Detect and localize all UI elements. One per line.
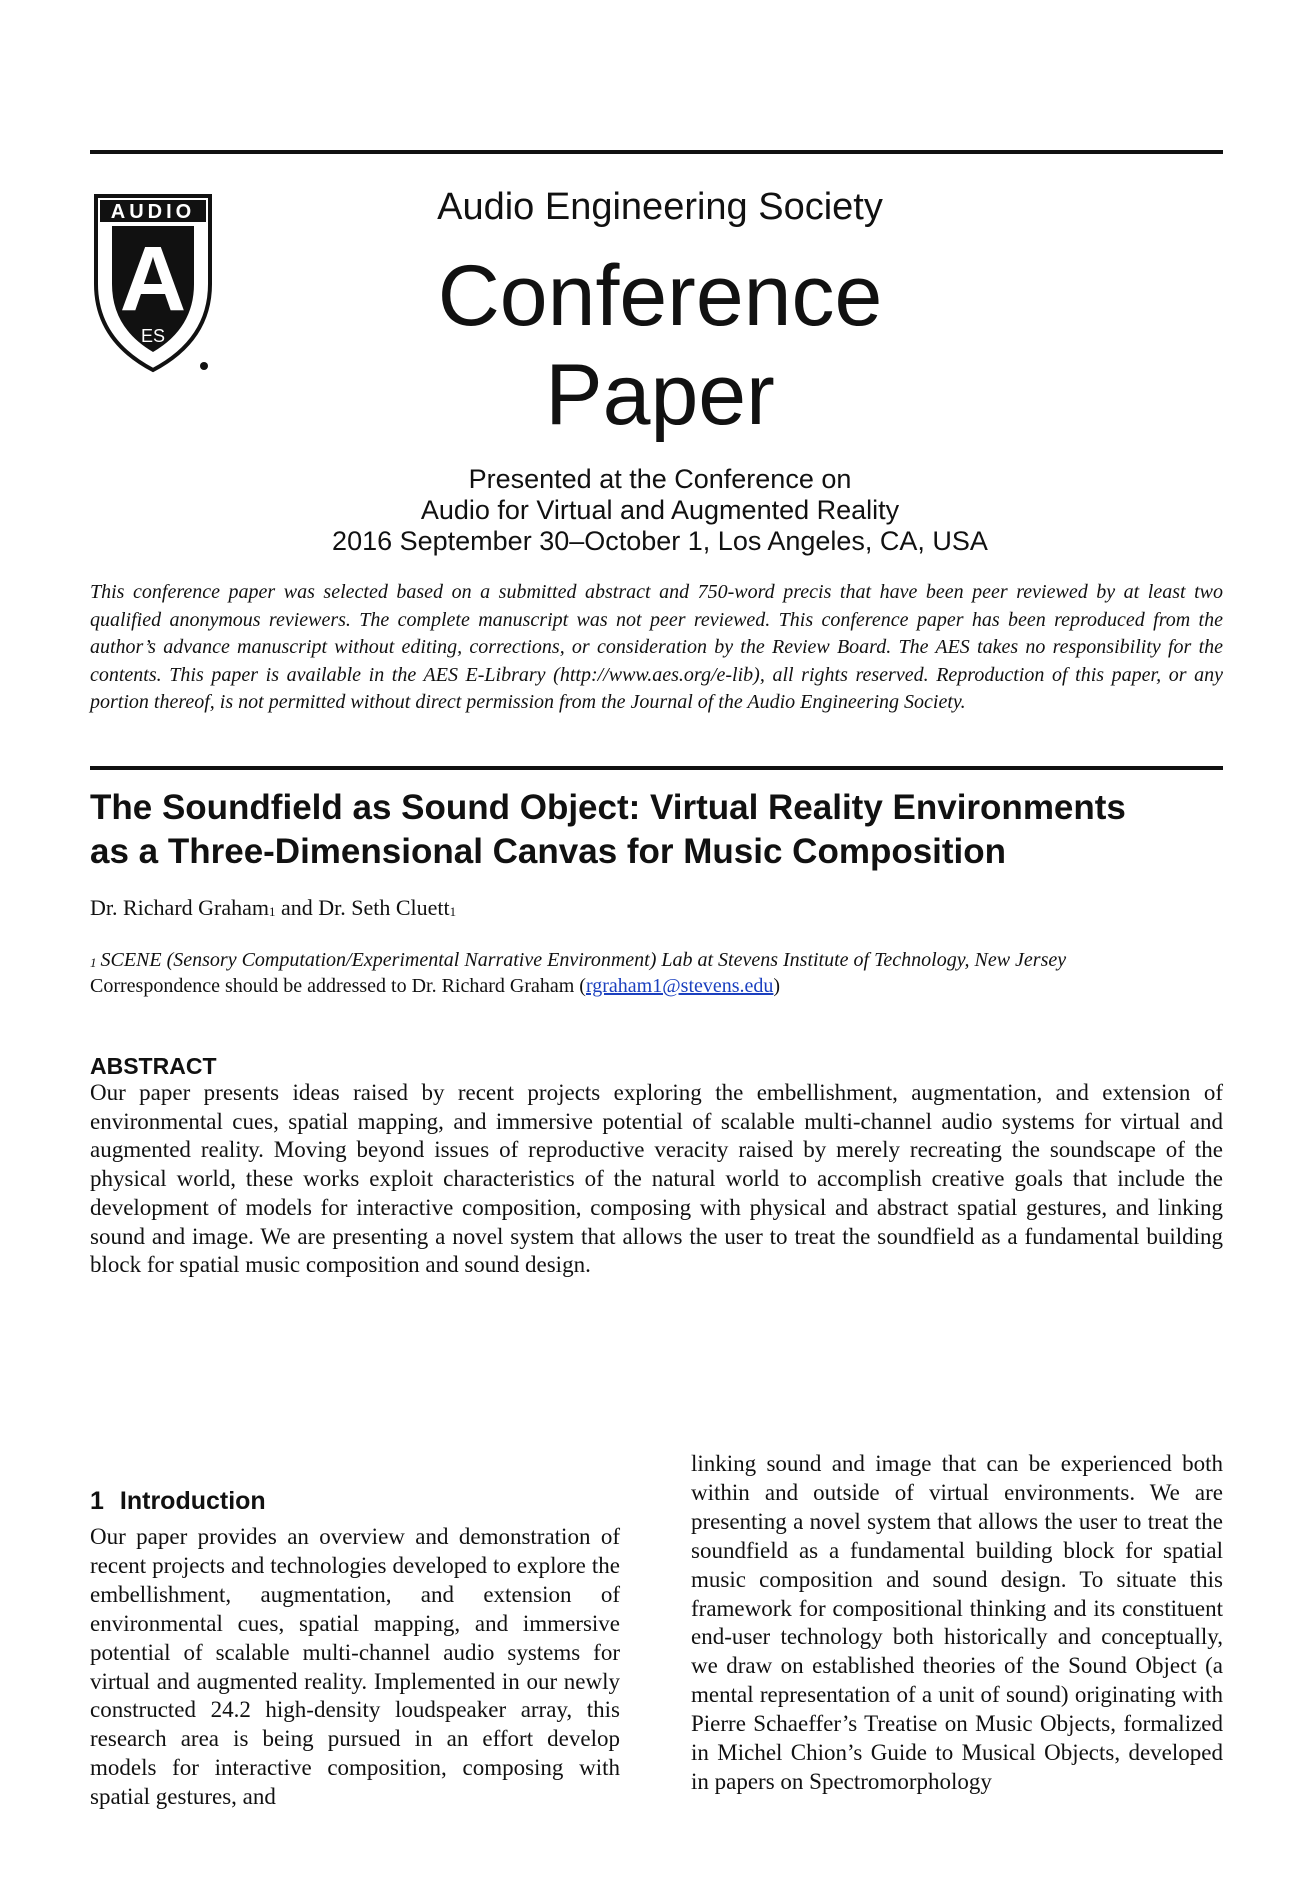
correspondence <box>90 975 780 998</box>
authors-joiner: and <box>275 895 319 920</box>
authors <box>90 895 456 921</box>
abstract-body: Our paper presents ideas raised by recent projects exploring the embellishment, augmentation, and extension of environmental cues, spatial mapping, and immersive potential of scalable multi-channel audio systems for virtual and augmented reality. Moving beyond issues of reproductive veracity raised by merely recreating the soundscape of the physical world, these works exploit characteristics of the natural world to accomplish creative goals that include the development of models for interactive composition, composing with physical and abstract spatial gestures, and linking sound and image. We are presenting a novel system that allows the user to treat the soundfield as a fundamental building block for spatial music composition and sound design. <box>90 1080 1223 1278</box>
disclaimer: This conference paper was selected based on a submitted abstract and 750-word precis that have been peer reviewed by at least two qualified anonymous reviewers. The complete manuscript was not peer reviewed. This conference paper has been reproduced from the author’s advance manuscript without editing, corrections, or consideration by the Review Board. The AES takes no responsibility for the contents. This paper is available in the AES E-Library (http://www.aes.org/e-lib), all rights reserved. Reproduction of this paper, or any portion thereof, is not permitted without direct permission from the Journal of the Audio Engineering Society. <box>90 581 1223 713</box>
author-1-affil-mark: 1 <box>269 904 276 919</box>
venue-line2: Audio for Virtual and Augmented Reality <box>420 495 900 525</box>
intro-right-column: linking sound and image that can be experienced both within and outside of virtual environments. We are presenting a novel system that allows the user to treat the soundfield as a fundamental building block for spatial music composition and sound design. To situate this framework for compositional thinking and its constituent end-user technology both historically and conceptually, we draw on established theories of the Sound Object (a mental representation of a unit of sound) originating with Pierre Schaeffer’s Treatise on Music Objects, formalized in Michel Chion’s Guide to Musical Objects, developed in papers on Spectromorphology <box>691 1451 1223 1794</box>
doc-type-line1: Conference <box>437 248 883 344</box>
correspondence-suffix: ) <box>773 975 781 997</box>
paper-title-line1: The Soundfield as Sound Object: Virtual Reality Environments <box>90 788 1126 827</box>
venue-line3: 2016 September 30–October 1, Los Angeles, CA, USA <box>332 526 988 556</box>
affiliation <box>90 949 1066 972</box>
mid-rule <box>90 766 1223 770</box>
author-2-affil-mark: 1 <box>449 904 457 919</box>
paper-title <box>90 786 1240 874</box>
top-rule <box>90 150 1223 154</box>
logo-text-audio: AUDIO <box>110 201 196 223</box>
affiliation-text: SCENE (Sensory Computation/Experimental Narrative Environment) Lab at Stevens Institute of Technology, New Jersey <box>100 949 1067 971</box>
intro-left-column: Our paper provides an overview and demonstration of recent projects and technologies developed to explore the embellishment, augmentation, and extension of environmental cues, spatial mapping, and immersive potential of scalable multi-channel audio systems for virtual and augmented reality. Implemented in our newly constructed 24.2 high-density loudspeaker array, this research area is being pursued in an effort develop models for interactive composition, composing with spatial gestures, and <box>90 1524 620 1810</box>
email-link[interactable]: rgraham1@stevens.edu <box>585 975 774 997</box>
section-number: 1 <box>90 1487 104 1515</box>
correspondence-prefix: Correspondence should be addressed to Dr. Richard Graham ( <box>90 975 586 997</box>
doc-type-line2: Paper <box>545 347 775 443</box>
aes-logo <box>92 192 214 374</box>
society-name: Audio Engineering Society <box>437 186 883 228</box>
author-1: Dr. Richard Graham <box>90 895 269 920</box>
logo-mark: ES <box>140 326 166 346</box>
paper-title-line2: as a Three-Dimensional Canvas for Music Composition <box>90 832 1007 871</box>
affiliation-mark: 1 <box>90 955 97 970</box>
author-2: Dr. Seth Cluett <box>318 895 450 920</box>
logo-letter: A <box>119 228 187 330</box>
abstract-heading: ABSTRACT <box>90 1053 217 1079</box>
section-heading-introduction <box>90 1487 266 1516</box>
section-title: Introduction <box>119 1487 266 1515</box>
venue-line1: Presented at the Conference on <box>468 464 852 494</box>
